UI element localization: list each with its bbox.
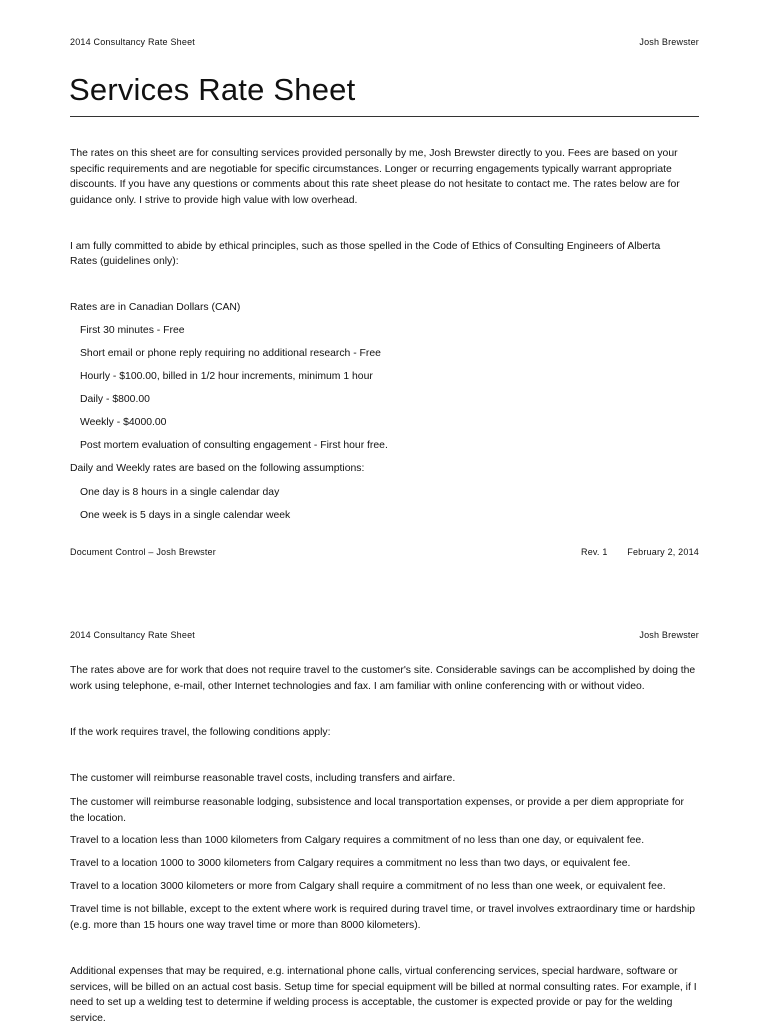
- title-rule: [70, 116, 699, 117]
- page-title: Services Rate Sheet: [69, 72, 356, 107]
- rates-guideline-label: Rates (guidelines only):: [70, 256, 179, 267]
- page1-header-left: 2014 Consultancy Rate Sheet: [70, 37, 195, 47]
- page2-header-left: 2014 Consultancy Rate Sheet: [70, 630, 195, 640]
- travel-condition: Travel to a location 1000 to 3000 kilometers from Calgary requires a commitment no less than two days, or equivalent fee.: [70, 858, 631, 869]
- rate-item: Post mortem evaluation of consulting engagement - First hour free.: [80, 440, 388, 451]
- rate-item: Daily - $800.00: [80, 394, 150, 405]
- footer-document-control: Document Control – Josh Brewster: [70, 547, 216, 557]
- page2-header-right: Josh Brewster: [639, 630, 699, 640]
- assumptions-intro: Daily and Weekly rates are based on the following assumptions:: [70, 463, 365, 474]
- travel-conditions-intro: If the work requires travel, the following conditions apply:: [70, 727, 331, 738]
- rate-item: First 30 minutes - Free: [80, 325, 185, 336]
- travel-condition: Travel to a location less than 1000 kilometers from Calgary requires a commitment of no less than one day, or equivalent fee.: [70, 835, 645, 846]
- rate-item: Short email or phone reply requiring no additional research - Free: [80, 348, 381, 359]
- intro-paragraph: The rates on this sheet are for consulting services provided personally by me, Josh Brewster directly to you. Fees are based on your specific requirements and are negotiable for specific circumstances. Longer or recurring engagements typically warrant appropriate discounts. If you have any questions or comments about this rate sheet please do not hesitate to contact me. The rates below are for guidance only. I strive to provide high value with low overhead.: [70, 148, 680, 206]
- rate-item: Hourly - $100.00, billed in 1/2 hour increments, minimum 1 hour: [80, 371, 373, 382]
- travel-condition: Travel time is not billable, except to the extent where work is required during travel time, or travel involves extraordinary time or hardship (e.g. more than 15 hours one way travel time or more than 8000 kilometers).: [70, 904, 696, 931]
- rate-item: Weekly - $4000.00: [80, 417, 167, 428]
- currency-note: Rates are in Canadian Dollars (CAN): [70, 302, 241, 313]
- page1-header-right: Josh Brewster: [639, 37, 699, 47]
- additional-expenses-paragraph: Additional expenses that may be required, e.g. international phone calls, virtual conferencing services, special hardware, software or services, will be billed on an actual cost basis. Setup time for special equipment will be billed at normal consulting rates. For example, if I need to set up a welding test to determine if welding process is acceptable, the customer is expected provide or pay for the welding service.: [70, 966, 697, 1024]
- travel-condition: The customer will reimburse reasonable travel costs, including transfers and airfare.: [70, 773, 456, 784]
- assumption-item: One day is 8 hours in a single calendar day: [80, 487, 280, 498]
- ethics-statement: I am fully committed to abide by ethical principles, such as those spelled in the Code of Ethics of Consulting Engineers of Alberta: [70, 241, 661, 252]
- travel-condition: The customer will reimburse reasonable lodging, subsistence and local transportation expenses, or provide a per diem appropriate for the location.: [70, 797, 684, 824]
- footer-date: February 2, 2014: [627, 547, 699, 557]
- footer-revision: Rev. 1: [581, 547, 608, 557]
- travel-savings-paragraph: The rates above are for work that does not require travel to the customer's site. Considerable savings can be accomplished by doing the work using telephone, e-mail, other Internet technologies and fax. I am familiar with online conferencing with or without video.: [70, 665, 696, 692]
- assumption-item: One week is 5 days in a single calendar week: [80, 510, 291, 521]
- travel-condition: Travel to a location 3000 kilometers or more from Calgary shall require a commitment of no less than one week, or equivalent fee.: [70, 881, 666, 892]
